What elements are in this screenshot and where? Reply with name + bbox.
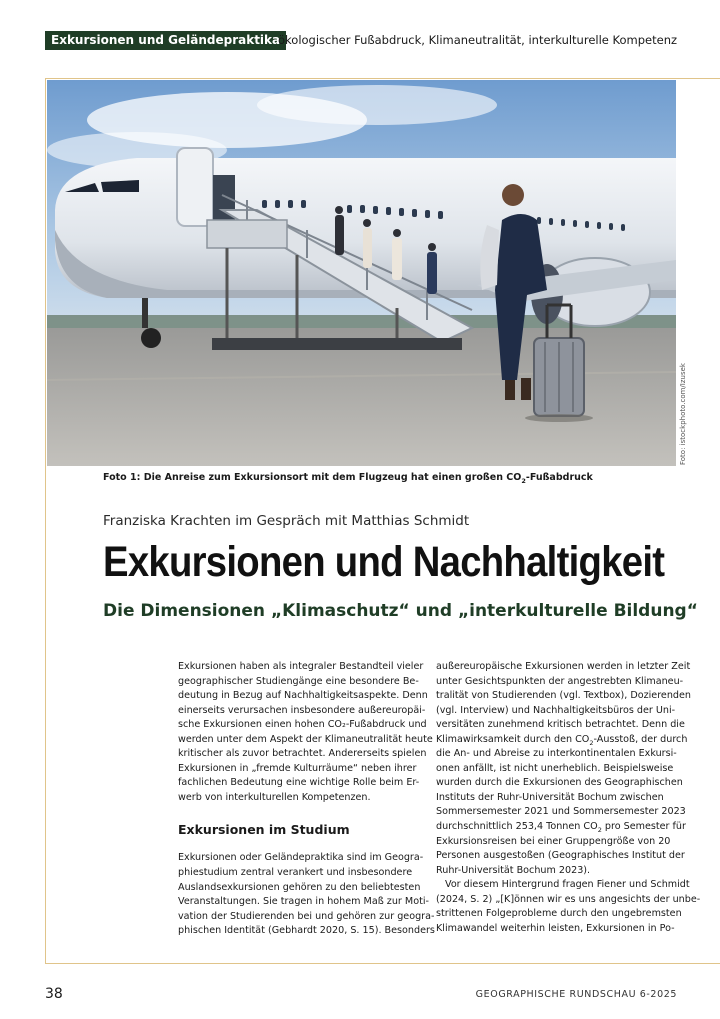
- text-line: Klimawandel weiterhin leisten, Exkursionen in Po-: [436, 922, 675, 934]
- airplane-photo: [47, 80, 676, 466]
- text-line: unter Gesichtspunkten der angestrebten Klimaneu-: [436, 675, 684, 687]
- text-line: phischen Identität (Gebhardt 2020, S. 15). Besonders: [178, 925, 435, 937]
- text-line: Vor diesem Hintergrund fragen Fiener und Schmidt: [445, 879, 690, 891]
- text-line: (2024, S. 2) „[K]önnen wir es uns angesichts der unbe-: [436, 893, 701, 905]
- text-line: Auslandsexkursionen gehören zu den beliebtesten: [178, 881, 421, 893]
- text-line: werden unter dem Aspekt der Klimaneutralität heute: [178, 733, 433, 745]
- photo-caption: Foto 1: Die Anreise zum Exkursionsort mit dem Flugzeug hat einen großen $CO_2$-Fußabdruck: [103, 472, 593, 485]
- text-line: wurden durch die Exkursionen des Geographischen: [436, 777, 683, 789]
- article-subtitle: Die Dimensionen „Klimaschutz“ und „interkulturelle Bildung“: [103, 601, 698, 621]
- photo-credit: Foto: istockphoto.com/Izusek: [679, 363, 687, 465]
- text-line: Exkursionen haben als integraler Bestandteil vieler: [178, 661, 424, 672]
- text-line: phiestudium zentral verankert und insbesondere: [178, 867, 413, 879]
- text-line: Veranstaltungen. Sie tragen in hohem Maß zur Moti-: [178, 896, 429, 908]
- text-line: Sommersemester 2021 und Sommersemester 2023: [436, 806, 686, 818]
- text-line: deutung in Bezug auf Nachhaltigkeitsaspekte. Denn: [178, 690, 428, 702]
- byline: Franziska Krachten im Gespräch mit Matthias Schmidt: [103, 513, 470, 529]
- text-line: kritischer als zuvor betrachtet. Andererseits spielen: [178, 748, 427, 760]
- text-line: onen anfällt, ist nicht unerheblich. Beispielsweise: [436, 762, 674, 774]
- text-line: werb von interkulturellen Kompetenzen.: [178, 791, 371, 803]
- page-number: 38: [45, 986, 63, 1002]
- text-line: Personen ausgestoßen (Geographisches Institut der: [436, 850, 685, 862]
- text-line: fachlichen Bedeutung eine wichtige Rolle beim Er-: [178, 777, 420, 789]
- text-line: Instituts der Ruhr-Universität Bochum zwischen: [436, 791, 664, 803]
- text-line: versitäten zunehmend kritisch betrachtet. Denn die: [436, 719, 685, 731]
- text-line: außereuropäische Exkursionen werden in letzter Zeit: [436, 661, 691, 672]
- text-line: tralität von Studierenden (vgl. Textbox), Dozierenden: [436, 690, 691, 702]
- text-line: durchschnittlich 253,4 Tonnen $CO_2$ pro Semester für: [436, 821, 686, 834]
- text-line: die An- und Abreise zu interkontinentalen Exkursi-: [436, 748, 677, 760]
- text-line: sche Exkursionen einen hohen CO₂-Fußabdruck und: [178, 719, 427, 731]
- text-line: Exkursionsreisen bei einer Gruppengröße von 20: [436, 835, 671, 847]
- text-line: (vgl. Interview) und Nachhaltigkeitsbüros der Uni-: [436, 704, 676, 716]
- text-line: strittenen Folgeprobleme durch den ungebremsten: [436, 908, 682, 920]
- text-line: geographischer Studiengänge eine besondere Be-: [178, 675, 419, 687]
- text-line: Klimawirksamkeit durch den $CO_2$-Ausstoß, der durch: [436, 733, 688, 747]
- section-tag: Exkursionen und Geländepraktika: [45, 31, 286, 50]
- article-title: Exkursionen und Nachhaltigkeit: [103, 538, 665, 586]
- header-keywords: ökologischer Fußabdruck, Klimaneutralität, interkulturelle Kompetenz: [278, 33, 678, 47]
- text-column-2: [436, 660, 701, 936]
- journal-name: GEOGRAPHISCHE RUNDSCHAU 6-2025: [475, 989, 677, 1000]
- text-line: Exkursionen in „fremde Kulturräume“ neben ihrer: [178, 762, 417, 774]
- section-heading: Exkursionen im Studium: [178, 822, 350, 838]
- text-line: einerseits verursachen insbesondere außereuropäi-: [178, 704, 426, 716]
- text-line: Exkursionen oder Geländepraktika sind im Geogra-: [178, 852, 424, 864]
- airplane-boarding-illustration: [47, 80, 676, 466]
- text-column-1: [178, 660, 435, 939]
- text-line: vation der Studierenden bei und gehören zur geogra-: [178, 910, 435, 922]
- text-line: Ruhr-Universität Bochum 2023).: [436, 864, 591, 876]
